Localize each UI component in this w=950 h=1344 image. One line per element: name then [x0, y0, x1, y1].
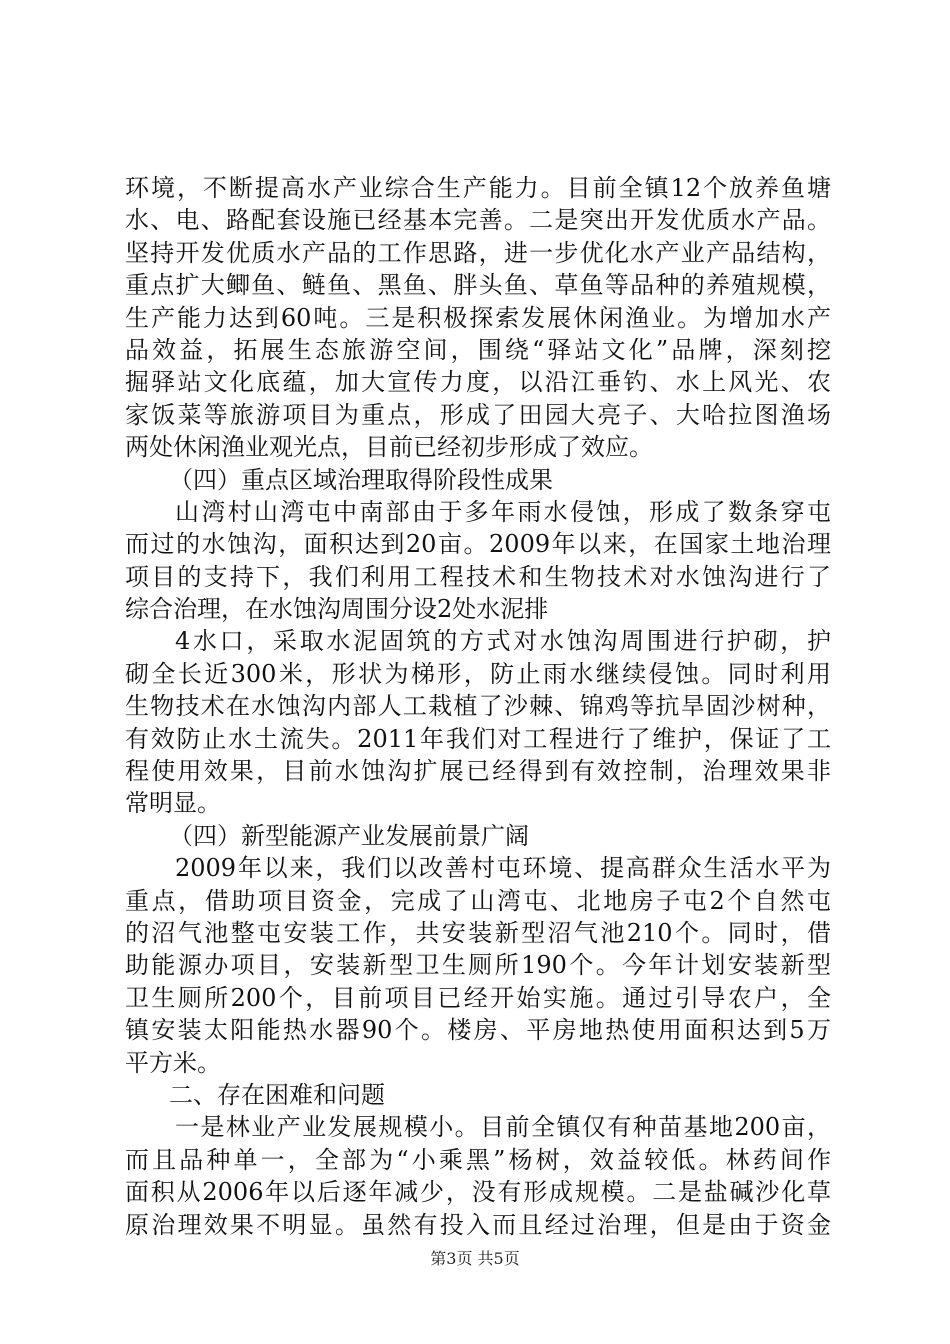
text-line: 坚持开发优质水产品的工作思路，进一步优化水产业产品结构， [125, 238, 831, 267]
text-line: 掘驿站文化底蕴，加大宣传力度，以沿江垂钓、水上风光、农 [125, 368, 831, 397]
text-line: 面积从2006年以后逐年减少，没有形成规模。二是盐碱沙化草 [125, 1178, 831, 1207]
text-line: 家饭菜等旅游项目为重点，形成了田园大亮子、大哈拉图渔场 [125, 400, 831, 429]
text-line: 而过的水蚀沟，面积达到20亩。2009年以来，在国家土地治理 [125, 530, 831, 559]
text-line: 助能源办项目，安装新型卫生厕所190个。今年计划安装新型 [125, 951, 831, 980]
text-line: 一是林业产业发展规模小。目前全镇仅有种苗基地200亩， [175, 1113, 831, 1142]
document-body [125, 172, 831, 1241]
page-footer: 第3页 共5页 [430, 1249, 520, 1268]
text-line: 综合治理，在水蚀沟周围分设2处水泥排 [125, 595, 549, 624]
text-line: 砌全长近300米，形状为梯形，防止雨水继续侵蚀。同时利用 [125, 659, 831, 688]
text-line: 4水口，采取水泥固筑的方式对水蚀沟周围进行护砌，护 [175, 627, 831, 656]
text-line: 品效益，拓展生态旅游空间，围绕“驿站文化”品牌，深刻挖 [125, 335, 831, 364]
text-line: 有效防止水土流失。2011年我们对工程进行了维护，保证了工 [125, 724, 831, 753]
text-line: 生物技术在水蚀沟内部人工栽植了沙棘、锦鸡等抗旱固沙树种， [125, 692, 831, 721]
text-line: 平方米。 [125, 1048, 221, 1077]
text-line: 程使用效果，目前水蚀沟扩展已经得到有效控制，治理效果非 [125, 757, 831, 786]
text-line: 而且品种单一，全部为“小乘黑”杨树，效益较低。林药间作 [125, 1145, 831, 1174]
text-line: 卫生厕所200个，目前项目已经开始实施。通过引导农户，全 [125, 983, 831, 1012]
text-line: 环境，不断提高水产业综合生产能力。目前全镇12个放养鱼塘 [125, 174, 831, 202]
text-line: 两处休闲渔业观光点，目前已经初步形成了效应。 [125, 433, 653, 462]
text-line: 2009年以来，我们以改善村屯环境、提高群众生活水平为 [175, 854, 831, 883]
text-line: 镇安装太阳能热水器90个。楼房、平房地热使用面积达到5万 [125, 1016, 831, 1045]
text-line: 山湾村山湾屯中南部由于多年雨水侵蚀，形成了数条穿屯 [175, 497, 831, 526]
text-line: 项目的支持下，我们利用工程技术和生物技术对水蚀沟进行了 [125, 562, 831, 591]
text-line: 重点，借助项目资金，完成了山湾屯、北地房子屯2个自然屯 [125, 886, 831, 915]
text-line: 的沼气池整屯安装工作，共安装新型沼气池210个。同时，借 [125, 918, 831, 947]
section-heading: （四）新型能源产业发展前景广阔 [169, 821, 529, 850]
section-heading: （四）重点区域治理取得阶段性成果 [169, 465, 553, 494]
section-heading: 二、存在困难和问题 [169, 1080, 385, 1109]
text-line: 原治理效果不明显。虽然有投入而且经过治理，但是由于资金 [125, 1210, 831, 1239]
text-line: 重点扩大鲫鱼、鲢鱼、黑鱼、胖头鱼、草鱼等品种的养殖规模， [125, 271, 831, 300]
text-line: 生产能力达到60吨。三是积极探索发展休闲渔业。为增加水产 [125, 303, 831, 332]
text-line: 水、电、路配套设施已经基本完善。二是突出开发优质水产品。 [125, 206, 831, 235]
text-line: 常明显。 [125, 789, 221, 818]
